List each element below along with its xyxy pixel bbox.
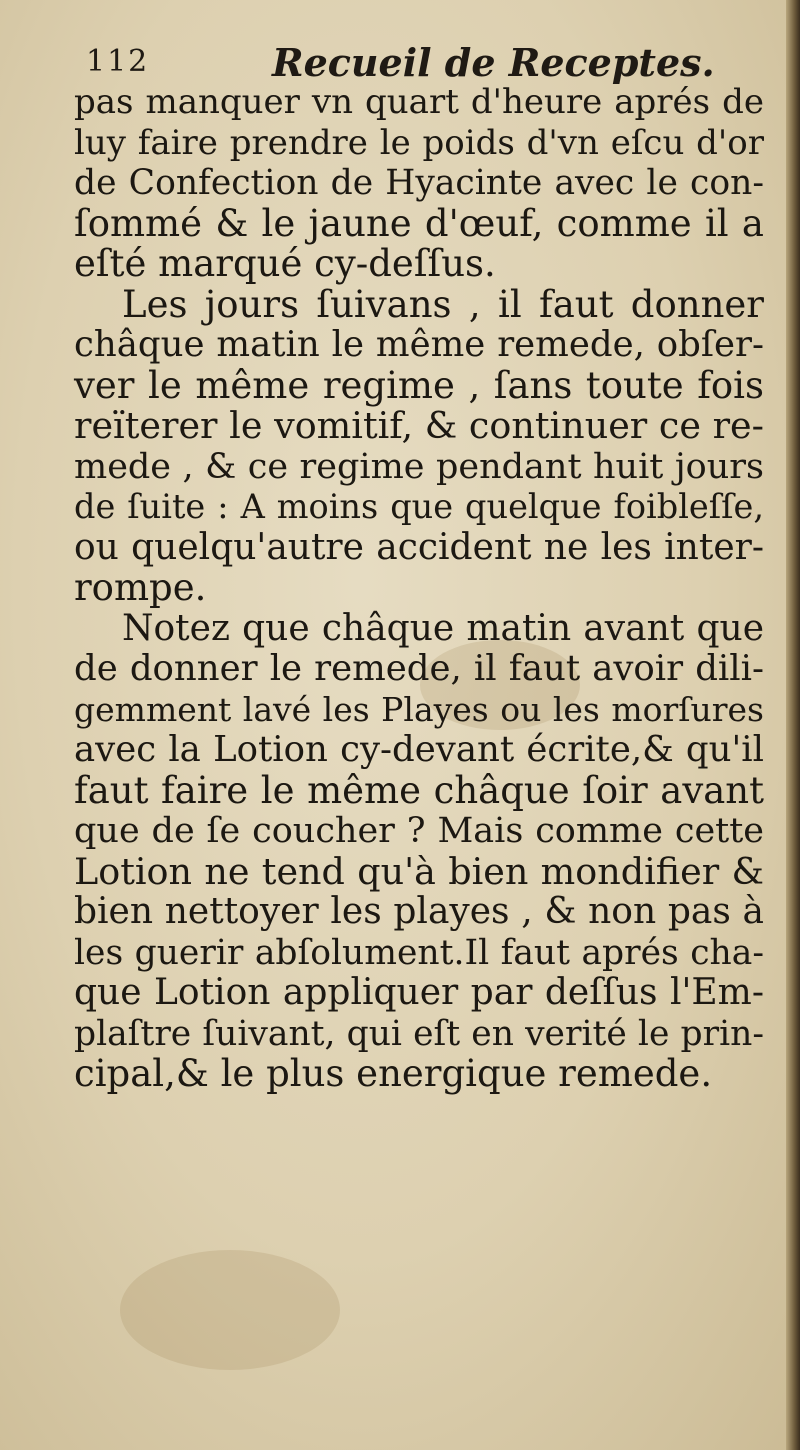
text-line: Les jours ſuivans , il faut donner — [122, 282, 764, 326]
page-number: 112 — [86, 44, 150, 79]
text-line: avec la Lotion cy-devant écrite,& qu'il — [74, 729, 764, 770]
text-line: reïterer le vomitif, & continuer ce re- — [74, 404, 764, 447]
text-line: luy faire prendre le poids d'vn eſcu d'or — [74, 122, 764, 163]
text-line: pas manquer vn quart d'heure aprés de — [74, 82, 764, 122]
text-line: ou quelqu'autre accident ne les inter- — [74, 526, 764, 568]
text-line: les guerir abſolument.Il faut aprés cha- — [74, 932, 764, 973]
body-text — [74, 82, 764, 1095]
text-line: que de ſe coucher ? Mais comme cette — [74, 811, 764, 851]
text-line: Lotion ne tend qu'à bien mondifier & — [74, 849, 764, 893]
text-line: ſommé & le jaune d'œuf, comme il a — [74, 201, 764, 245]
text-line: châque matin le même remede, obſer- — [74, 324, 764, 365]
text-line: mede , & ce regime pendant huit jours — [74, 446, 764, 487]
paragraph — [74, 282, 764, 609]
text-line: Notez que châque matin avant que — [122, 607, 764, 649]
text-line: de Confection de Hyacinte avec le con- — [74, 163, 764, 203]
text-line: ver le même regime , ſans toute fois — [74, 363, 764, 407]
text-line: bien nettoyer les playes , & non pas à — [74, 891, 764, 932]
text-line: de donner le remede, il faut avoir dili- — [74, 648, 764, 689]
text-line: cipal,& le plus energique remede. — [74, 1052, 713, 1095]
text-line: eſté marqué cy-deſſus. — [74, 242, 496, 285]
text-line: plaſtre ſuivant, qui eſt en verité le prin- — [74, 1013, 764, 1054]
text-line: que Lotion appliquer par deſſus l'Em- — [74, 972, 764, 1013]
text-line: rompe. — [74, 566, 207, 609]
running-title: Recueil de Receptes. — [272, 40, 715, 85]
text-line: gemment lavé les Playes ou les morſures — [74, 689, 764, 729]
page-edge — [786, 0, 800, 1450]
text-line: faut faire le même châque ſoir avant — [74, 768, 764, 812]
paragraph — [74, 82, 764, 285]
paragraph — [74, 609, 764, 1095]
text-line: de ſuite : A moins que quelque foibleſſe, — [74, 487, 764, 526]
paper-stain — [120, 1250, 340, 1370]
